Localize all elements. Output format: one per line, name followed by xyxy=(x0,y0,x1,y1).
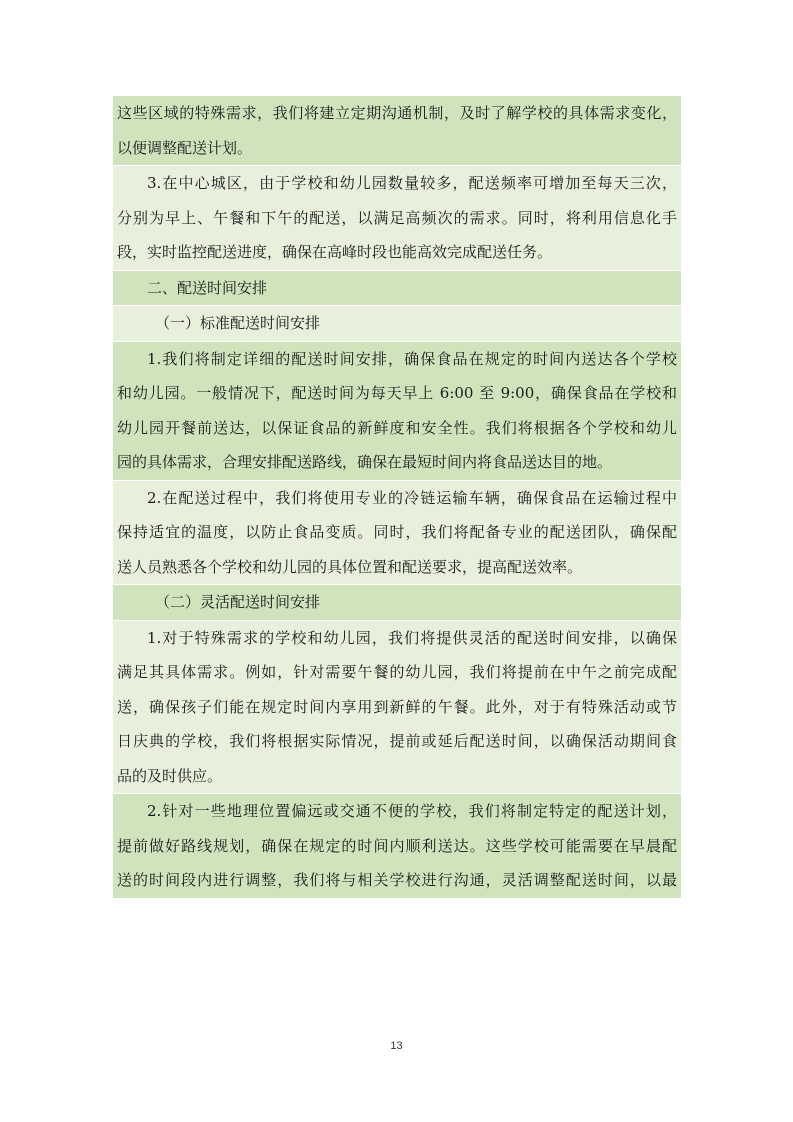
paragraph-item-2 xyxy=(113,481,681,586)
text-line: 满足其具体需求。例如，针对需要午餐的幼儿园，我们将提前在中午之前完成配 xyxy=(117,663,677,681)
subheading-text: （二）灵活配送时间安排 xyxy=(155,593,321,611)
paragraph-item-1 xyxy=(113,342,681,481)
text-line: 幼儿园开餐前送达，以保证食品的新鲜度和安全性。我们将根据各个学校和幼儿 xyxy=(117,418,677,437)
heading-text: 二、配送时间安排 xyxy=(147,278,268,297)
text-line: 1.对于特殊需求的学校和幼儿园，我们将提供灵活的配送时间安排，以确保 xyxy=(147,628,677,647)
text-line: 提前做好路线规划，确保在规定的时间内顺利送达。这些学校可能需要在早晨配 xyxy=(117,836,677,855)
page-number: 13 xyxy=(390,1040,403,1052)
text-line: 日庆典的学校，我们将根据实际情况，提前或延后配送时间，以确保活动期间食 xyxy=(117,732,677,750)
text-line: 2.在配送过程中，我们将使用专业的冷链运输车辆，确保食品在运输过程中 xyxy=(147,488,677,507)
subsection-heading xyxy=(113,306,681,342)
paragraph-item-1 xyxy=(113,621,681,795)
text-line: 1.我们将制定详细的配送时间安排，确保食品在规定的时间内送达各个学校 xyxy=(147,349,677,368)
text-line: 园的具体需求，合理安排配送路线，确保在最短时间内将食品送达目的地。 xyxy=(117,453,613,471)
text-line: 送的时间段内进行调整，我们将与相关学校进行沟通，灵活调整配送时间，以最 xyxy=(117,871,677,889)
text-line: 3.在中心城区，由于学校和幼儿园数量较多，配送频率可增加至每天三次， xyxy=(147,174,677,192)
subheading-text: （一）标准配送时间安排 xyxy=(155,314,321,332)
text-line: 品的及时供应。 xyxy=(117,766,223,785)
text-line: 送人员熟悉各个学校和幼儿园的具体位置和配送要求，提高配送效率。 xyxy=(117,557,583,576)
text-line: 和幼儿园。一般情况下，配送时间为每天早上 6:00 至 9:00，确保食品在学校和 xyxy=(117,384,677,402)
text-line: 送，确保孩子们能在规定时间内享用到新鲜的午餐。此外，对于有特殊活动或节 xyxy=(117,697,677,716)
paragraph-item-3 xyxy=(113,166,681,271)
text-line: 这些区域的特殊需求，我们将建立定期沟通机制，及时了解学校的具体需求变化， xyxy=(117,104,677,122)
document-body xyxy=(113,96,681,899)
subsection-heading xyxy=(113,585,681,621)
paragraph-item-2 xyxy=(113,794,681,899)
text-line: 2.针对一些地理位置偏远或交通不便的学校，我们将制定特定的配送计划， xyxy=(147,802,677,820)
text-line: 分别为早上、午餐和下午的配送，以满足高频次的需求。同时，将利用信息化手 xyxy=(117,208,677,227)
paragraph-continuation xyxy=(113,96,681,166)
text-line: 以便调整配送计划。 xyxy=(117,138,253,157)
text-line: 保持适宜的温度，以防止食品变质。同时，我们将配备专业的配送团队，确保配 xyxy=(117,523,677,541)
section-heading xyxy=(113,271,681,307)
text-line: 段，实时监控配送进度，确保在高峰时段也能高效完成配送任务。 xyxy=(117,243,553,261)
